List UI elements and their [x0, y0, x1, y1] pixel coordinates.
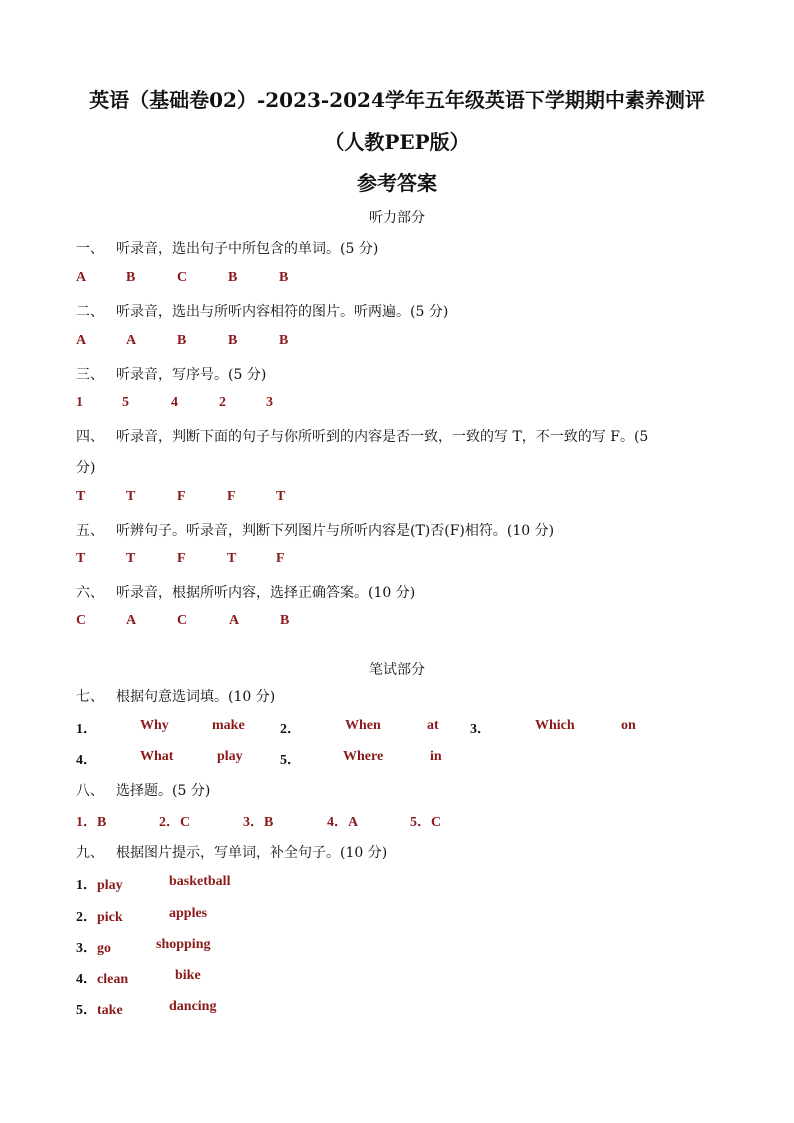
answer: A — [76, 333, 87, 348]
question-text: 听录音，判断下面的句子与你所听到的内容是否一致，一致的写 T，不一致的写 F。(5 — [116, 429, 649, 445]
question-number: 八、 — [76, 783, 104, 799]
item-number: 1． — [76, 722, 97, 737]
page-title: 英语（基础卷02）-2023-2024学年五年级英语下学期期中素养测评 — [89, 88, 705, 112]
question-text: 听录音，选出与所听内容相符的图片。听两遍。(5 分) — [116, 304, 449, 320]
answer: F — [276, 551, 285, 566]
question-number: 一、 — [76, 241, 104, 257]
answer: dancing — [169, 999, 217, 1014]
answer-row-5 — [76, 999, 123, 1019]
question-number: 四、 — [76, 429, 104, 445]
question-2 — [76, 301, 448, 321]
answer: When — [345, 718, 381, 733]
answer: 2．C — [159, 815, 191, 830]
question-6 — [76, 582, 415, 602]
question-7 — [76, 686, 275, 706]
answer: B — [126, 270, 136, 285]
answer: C — [177, 270, 188, 285]
answer: apples — [169, 906, 208, 921]
answer: C — [76, 613, 87, 628]
answer: pick — [97, 910, 123, 925]
question-number: 五、 — [76, 523, 104, 539]
item-number: 2． — [280, 722, 301, 737]
item-number: 5． — [76, 1003, 97, 1018]
answer-row-3 — [76, 937, 111, 957]
listening-section-heading: 听力部分 — [369, 210, 425, 226]
answer: B — [279, 333, 289, 348]
answer: play — [97, 878, 123, 893]
question-text: 选择题。(5 分) — [116, 783, 211, 799]
answer: Which — [535, 718, 575, 733]
answer: A — [126, 333, 137, 348]
answer: 4 — [171, 395, 178, 410]
question-text: 根据图片提示，写单词，补全句子。(10 分) — [116, 845, 388, 861]
answer: go — [97, 941, 111, 956]
answer: T — [126, 551, 136, 566]
question-4 — [76, 426, 648, 446]
answer: 2 — [219, 395, 226, 410]
answer: basketball — [169, 874, 231, 889]
answer: at — [427, 718, 439, 733]
answer: 1．B — [76, 815, 107, 830]
answer-row-4 — [76, 968, 128, 988]
answer: T — [76, 551, 86, 566]
answer: B — [280, 613, 290, 628]
answer-row-1 — [76, 874, 123, 894]
answer: B — [228, 333, 238, 348]
answer: in — [430, 749, 442, 764]
answer: on — [621, 718, 636, 733]
answer: clean — [97, 972, 129, 987]
question-3 — [76, 364, 266, 384]
answer: What — [140, 749, 174, 764]
answer: F — [177, 489, 186, 504]
question-number: 六、 — [76, 585, 104, 601]
answer: A — [229, 613, 240, 628]
page-subtitle: （人教PEP版） — [324, 130, 470, 154]
answer: B — [228, 270, 238, 285]
question-8 — [76, 780, 210, 800]
answer: 4．A — [327, 815, 359, 830]
question-number: 七、 — [76, 689, 104, 705]
question-text: 听录音，写序号。(5 分) — [116, 367, 267, 383]
writing-section-heading: 笔试部分 — [369, 662, 425, 678]
question-9 — [76, 842, 387, 862]
question-text: 听录音，根据所听内容，选择正确答案。(10 分) — [116, 585, 416, 601]
question-1 — [76, 238, 378, 258]
answer: shopping — [156, 937, 211, 952]
answer: bike — [175, 968, 201, 983]
answer: take — [97, 1003, 123, 1018]
answer: play — [217, 749, 243, 764]
answer: 5．C — [410, 815, 442, 830]
answer: 5 — [122, 395, 129, 410]
item-number: 1． — [76, 878, 97, 893]
question-text: 听辨句子。听录音，判断下列图片与所听内容是(T)否(F)相符。(10 分) — [116, 523, 555, 539]
answer: F — [227, 489, 236, 504]
answer: 3 — [266, 395, 273, 410]
item-number: 4． — [76, 753, 97, 768]
answer: A — [126, 613, 137, 628]
question-number: 三、 — [76, 367, 104, 383]
item-number: 3． — [470, 722, 491, 737]
answer: 3．B — [243, 815, 274, 830]
item-number: 2． — [76, 910, 97, 925]
answer-row-2 — [76, 906, 123, 926]
answer: T — [227, 551, 237, 566]
question-number: 九、 — [76, 845, 104, 861]
question-4-continuation: 分) — [76, 460, 96, 476]
item-number: 4． — [76, 972, 97, 987]
answer: T — [276, 489, 286, 504]
answer: B — [279, 270, 289, 285]
answer: Where — [343, 749, 384, 764]
answer: B — [177, 333, 187, 348]
question-number: 二、 — [76, 304, 104, 320]
answer: A — [76, 270, 87, 285]
question-text: 听录音，选出句子中所包含的单词。(5 分) — [116, 241, 379, 257]
answer: F — [177, 551, 186, 566]
item-number: 5． — [280, 753, 301, 768]
answer: T — [126, 489, 136, 504]
answer: Why — [140, 718, 169, 733]
answer-key-heading: 参考答案 — [357, 171, 437, 195]
answer: make — [212, 718, 245, 733]
answer: 1 — [76, 395, 83, 410]
item-number: 3． — [76, 941, 97, 956]
question-text: 根据句意选词填。(10 分) — [116, 689, 276, 705]
answer: T — [76, 489, 86, 504]
answer: C — [177, 613, 188, 628]
question-5 — [76, 520, 554, 540]
